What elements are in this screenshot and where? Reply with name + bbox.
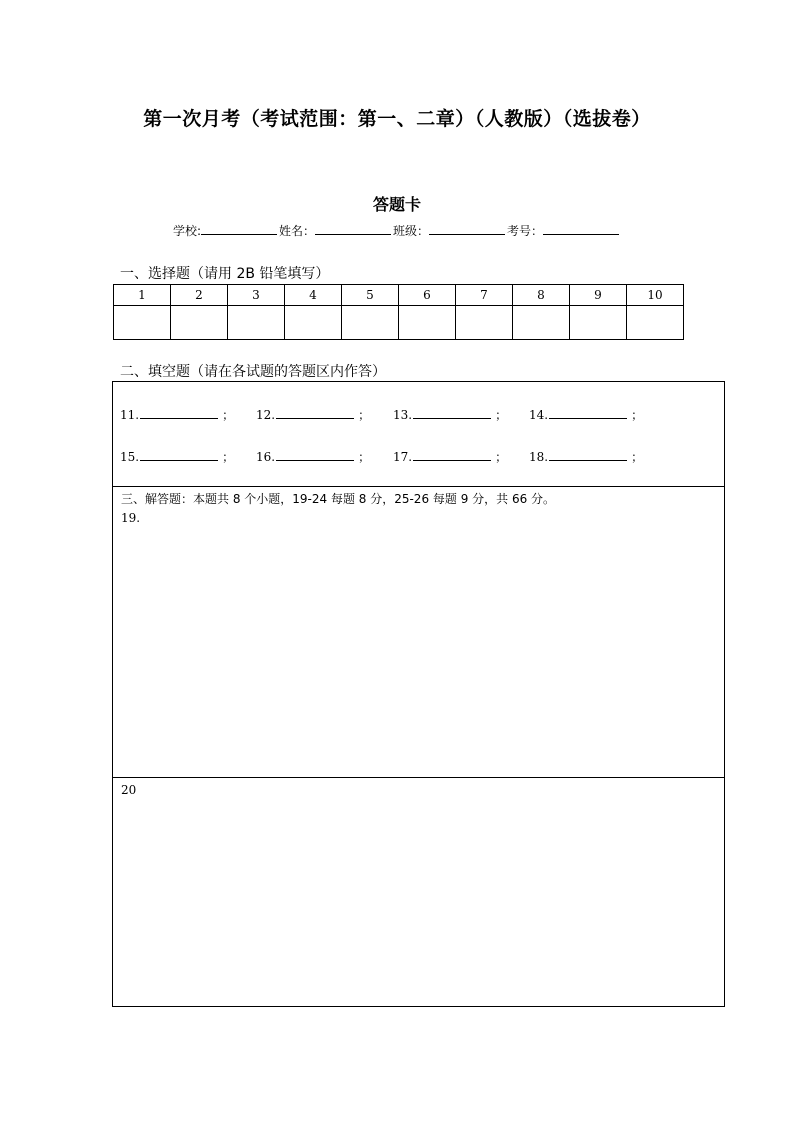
fill-item-16 bbox=[256, 448, 370, 465]
answer-area-19[interactable] bbox=[112, 486, 725, 778]
mc-number: 4 bbox=[285, 285, 342, 306]
fill-number: 16. bbox=[256, 450, 276, 464]
fill-blank-15[interactable] bbox=[140, 448, 218, 461]
school-label: 学校: bbox=[172, 224, 201, 238]
fill-blank-18[interactable] bbox=[549, 448, 627, 461]
student-info-row bbox=[0, 222, 794, 239]
answer-sheet-title: 答题卡 bbox=[372, 195, 421, 214]
fill-blank-14[interactable] bbox=[549, 406, 627, 419]
fill-item-17 bbox=[393, 448, 507, 465]
mc-number: 5 bbox=[342, 285, 399, 306]
fill-suffix: ； bbox=[495, 408, 508, 422]
mc-number: 9 bbox=[570, 285, 627, 306]
fill-suffix: ； bbox=[222, 408, 235, 422]
fill-in-area bbox=[112, 381, 725, 487]
id-field[interactable] bbox=[543, 222, 619, 235]
fill-item-15 bbox=[120, 448, 234, 465]
mc-number: 7 bbox=[456, 285, 513, 306]
fill-item-18 bbox=[529, 448, 643, 465]
question-20-number: 20 bbox=[121, 783, 137, 797]
mc-answer-cell[interactable] bbox=[570, 306, 627, 340]
fill-suffix: ； bbox=[631, 450, 644, 464]
answer-area-20[interactable] bbox=[112, 777, 725, 1007]
fill-suffix: ； bbox=[222, 450, 235, 464]
id-label: 考号： bbox=[507, 224, 544, 238]
fill-number: 18. bbox=[529, 450, 549, 464]
fill-blank-12[interactable] bbox=[276, 406, 354, 419]
mc-number: 1 bbox=[114, 285, 171, 306]
mc-answer-cell[interactable] bbox=[228, 306, 285, 340]
mc-answer-cell[interactable] bbox=[285, 306, 342, 340]
fill-blank-11[interactable] bbox=[140, 406, 218, 419]
mc-answer-cell[interactable] bbox=[456, 306, 513, 340]
mc-answer-cell[interactable] bbox=[513, 306, 570, 340]
fill-number: 17. bbox=[393, 450, 413, 464]
class-label: 班级： bbox=[393, 224, 430, 238]
mc-number-row bbox=[114, 285, 684, 306]
fill-suffix: ； bbox=[358, 450, 371, 464]
section2-heading: 二、填空题（请在各试题的答题区内作答） bbox=[120, 364, 386, 380]
fill-item-13 bbox=[393, 406, 507, 423]
mc-number: 2 bbox=[171, 285, 228, 306]
fill-suffix: ； bbox=[358, 408, 371, 422]
mc-answer-cell[interactable] bbox=[399, 306, 456, 340]
fill-number: 14. bbox=[529, 408, 549, 422]
fill-suffix: ； bbox=[631, 408, 644, 422]
fill-item-14 bbox=[529, 406, 643, 423]
class-field[interactable] bbox=[429, 222, 505, 235]
mc-answer-cell[interactable] bbox=[171, 306, 228, 340]
fill-blank-16[interactable] bbox=[276, 448, 354, 461]
school-field[interactable] bbox=[201, 222, 277, 235]
mc-answer-row bbox=[114, 306, 684, 340]
mc-answer-cell[interactable] bbox=[627, 306, 684, 340]
fill-item-12 bbox=[256, 406, 370, 423]
fill-number: 15. bbox=[120, 450, 140, 464]
fill-number: 12. bbox=[256, 408, 276, 422]
fill-number: 11. bbox=[120, 408, 140, 422]
mc-number: 3 bbox=[228, 285, 285, 306]
name-field[interactable] bbox=[315, 222, 391, 235]
mc-number: 6 bbox=[399, 285, 456, 306]
mc-number: 10 bbox=[627, 285, 684, 306]
mc-number: 8 bbox=[513, 285, 570, 306]
fill-blank-17[interactable] bbox=[413, 448, 491, 461]
section1-heading: 一、选择题（请用 2B 铅笔填写） bbox=[120, 266, 330, 282]
section3-heading: 三、解答题：本题共 8 个小题，19-24 每题 8 分，25-26 每题 9 分，共 66 分。 bbox=[121, 492, 556, 506]
fill-suffix: ； bbox=[495, 450, 508, 464]
mc-answer-cell[interactable] bbox=[342, 306, 399, 340]
mc-answer-cell[interactable] bbox=[114, 306, 171, 340]
page-title: 第一次月考（考试范围：第一、二章）（人教版）（选拔卷） bbox=[143, 108, 651, 130]
multiple-choice-grid bbox=[113, 284, 684, 340]
question-19-number: 19. bbox=[121, 511, 141, 525]
fill-number: 13. bbox=[393, 408, 413, 422]
fill-item-11 bbox=[120, 406, 234, 423]
name-label: 姓名： bbox=[279, 224, 316, 238]
fill-blank-13[interactable] bbox=[413, 406, 491, 419]
